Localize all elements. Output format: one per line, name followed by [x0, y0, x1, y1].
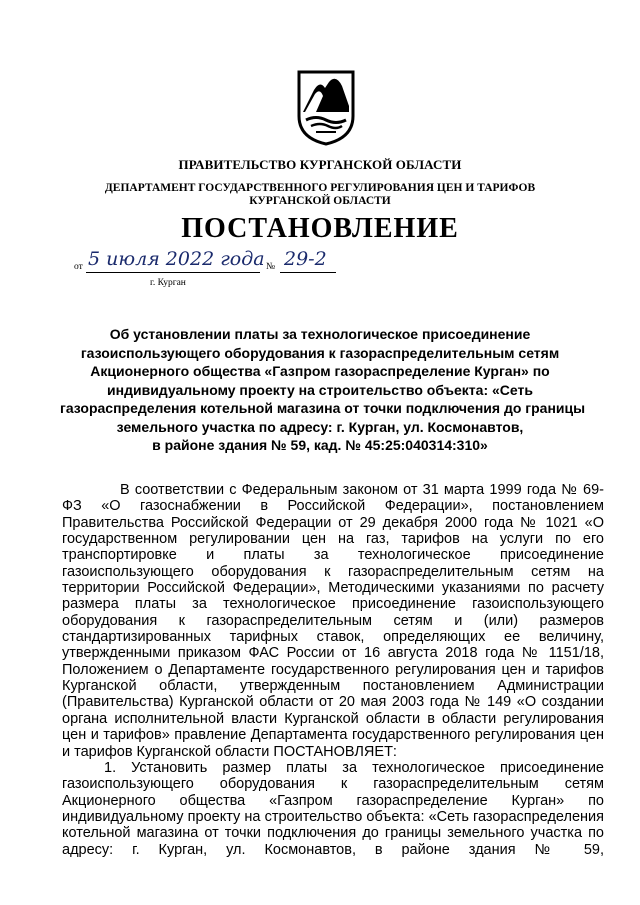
handwritten-number: 29-2	[284, 248, 327, 270]
subject-line: в районе здания № 59, кад. № 45:25:040314:310»	[152, 437, 488, 453]
number-underline	[280, 272, 336, 273]
handwritten-date: 5 июля 2022 года	[88, 248, 265, 270]
government-name: ПРАВИТЕЛЬСТВО КУРГАНСКОЙ ОБЛАСТИ	[178, 157, 462, 172]
number-label: №	[266, 262, 276, 272]
document-subject	[60, 325, 586, 455]
date-from-label: от	[74, 262, 83, 272]
subject-line: газораспределения котельной магазина от точки подключения до границы	[60, 400, 586, 416]
department-name-line1: ДЕПАРТАМЕНТ ГОСУДАРСТВЕННОГО РЕГУЛИРОВАНИЯ ЦЕН И ТАРИФОВ	[104, 182, 536, 194]
resolution-item-1: 1. Установить размер платы за технологическое присоединение газоиспользующего оборудования к газораспределительным сетям Акционерного общества «Газпром газораспределение Курган» по индивидуальному проекту на строительство объекта: «Сеть газораспределения котельной магазина от точки подключения до границы земельного участка по адресу: г. Курган, ул. Космонавтов, в районе здания № 59,	[62, 759, 604, 858]
subject-line: индивидуальному проекту на строительство объекта: «Сеть	[107, 381, 533, 398]
department-name-line2: КУРГАНСКОЙ ОБЛАСТИ	[249, 195, 391, 207]
kurgan-coat-of-arms-icon	[296, 68, 356, 146]
city-label: г. Курган	[150, 278, 186, 288]
subject-line: газоиспользующего оборудования к газораспределительным сетям	[80, 344, 560, 361]
document-body	[62, 482, 604, 858]
subject-line: Об установлении платы за технологическое присоединение	[109, 326, 531, 342]
department-name	[0, 182, 640, 208]
subject-line: земельного участка по адресу: г. Курган, ул. Космонавтов,	[116, 418, 524, 435]
date-underline	[86, 272, 260, 273]
subject-line: Акционерного общества «Газпром газораспределение Курган» по	[90, 363, 550, 379]
preamble-paragraph: В соответствии с Федеральным законом от 31 марта 1999 года № 69-ФЗ «О газоснабжении в Российской Федерации», постановлением Правительства Российской Федерации от 29 декабря 2000 года № 1021 «О государственном регулировании цен на газ, тарифов на услуги по его транспортировке и платы за технологическое присоединение газоиспользующего оборудования к газораспределительным сетям на территории Российской Федерации», Методическими указаниями по расчету размера платы за технологическое присоединение газоиспользующего оборудования к газораспределительным сетям и (или) размеров стандартизированных тарифных ставок, определяющих ее величину, утвержденными приказом ФАС России от 16 августа 2018 года № 1151/18, Положением о Департаменте государственного регулирования цен и тарифов Курганской области, утвержденным постановлением Администрации (Правительства) Курганской области от 20 мая 2003 года № 149 «О создании органа исполнительной власти Курганской области в области регулирования цен и тарифов» правление Департамента государственного регулирования цен и тарифов Курганской области ПОСТАНОВЛЯЕТ:	[62, 482, 604, 760]
document-type-title: ПОСТАНОВЛЕНИЕ	[181, 213, 459, 244]
date-number-line	[0, 250, 640, 290]
